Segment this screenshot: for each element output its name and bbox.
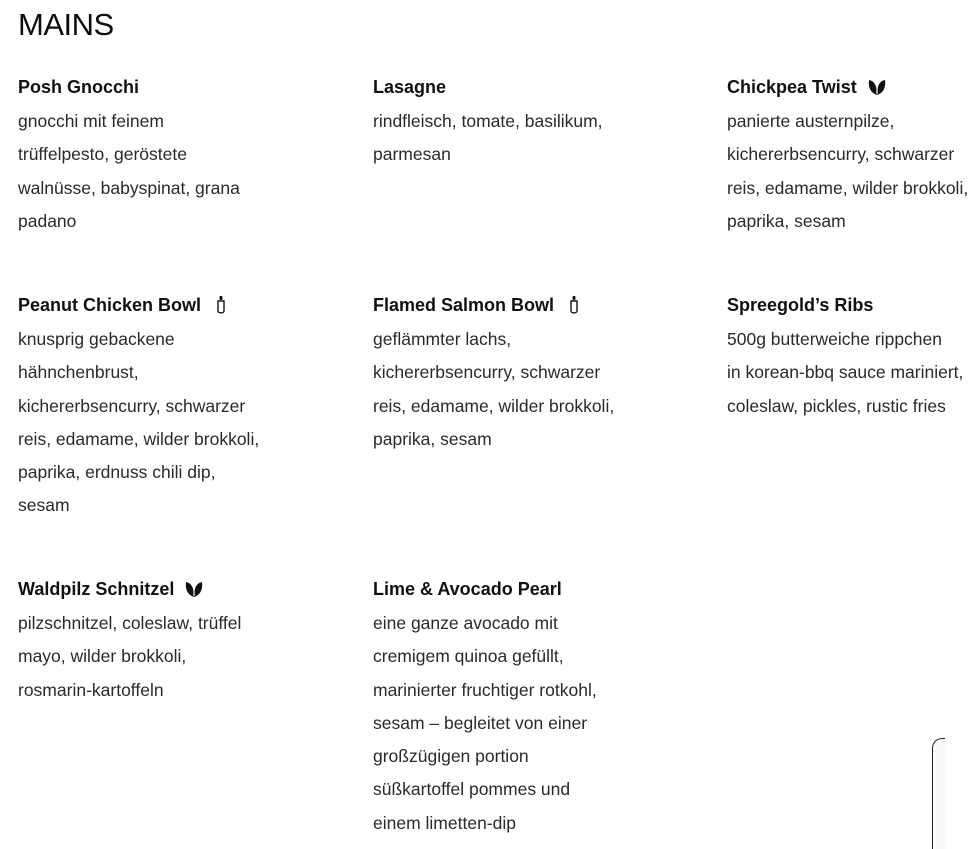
item-description (373, 105, 643, 172)
item-title: Flamed Salmon Bowl (373, 295, 555, 315)
description-line: pilzschnitzel, coleslaw, trüffel (18, 613, 242, 633)
description-line: trüffelpesto, geröstete (18, 144, 187, 165)
item-title: Lasagne (373, 77, 447, 97)
description-line: eine ganze avocado mit (373, 613, 558, 633)
menu-item-lasagne (373, 75, 643, 172)
item-description (373, 607, 643, 840)
description-line: gnocchi mit feinem (18, 111, 164, 131)
description-line: sesam – begleitet von einer (373, 712, 588, 733)
menu-item-chickpea-twist (727, 75, 968, 238)
item-title: Chickpea Twist (727, 77, 857, 97)
description-line: panierte austernpilze, (727, 111, 895, 131)
description-line: reis, edamame, wilder brokkoli, (18, 428, 260, 449)
item-description (18, 323, 288, 523)
item-title: Spreegold’s Ribs (727, 295, 874, 315)
item-title: Lime & Avocado Pearl (373, 579, 562, 599)
description-line: in korean-bbq sauce mariniert, (727, 362, 964, 383)
description-line: padano (18, 210, 77, 231)
description-line: paprika, sesam (373, 428, 492, 449)
item-description (373, 323, 643, 456)
item-description (18, 607, 288, 707)
chili-icon (564, 295, 584, 315)
chat-widget-edge[interactable] (932, 738, 945, 849)
description-line: reis, edamame, wilder brokkoli, (373, 395, 615, 416)
description-line: kichererbsencurry, schwarzer (727, 144, 955, 165)
description-line: reis, edamame, wilder brokkoli, (727, 177, 968, 198)
description-line: kichererbsencurry, schwarzer (18, 395, 246, 416)
item-title: Waldpilz Schnitzel (18, 579, 175, 599)
description-line: großzügigen portion (373, 746, 529, 767)
item-title: Peanut Chicken Bowl (18, 295, 202, 315)
menu-item-lime-avocado-pearl (373, 577, 643, 840)
description-line: süßkartoffel pommes und (373, 779, 571, 800)
description-line: knusprig gebackene (18, 329, 175, 349)
description-line: rosmarin-kartoffeln (18, 679, 164, 700)
menu-item-peanut-chicken-bowl (18, 293, 288, 523)
menu-item-waldpilz-schnitzel (18, 577, 288, 707)
description-line: geflämmter lachs, (373, 329, 512, 349)
description-line: rindfleisch, tomate, basilikum, (373, 111, 603, 131)
section-title: MAINS (18, 7, 114, 42)
item-description (727, 105, 968, 238)
item-title: Posh Gnocchi (18, 77, 140, 97)
description-line: coleslaw, pickles, rustic fries (727, 395, 946, 416)
description-line: mayo, wilder brokkoli, (18, 646, 187, 667)
description-line: walnüsse, babyspinat, grana (18, 177, 240, 198)
description-line: sesam (18, 495, 70, 516)
description-line: paprika, sesam (727, 210, 846, 231)
description-line: parmesan (373, 144, 451, 165)
description-line: cremigem quinoa gefüllt, (373, 646, 564, 667)
menu-item-flamed-salmon-bowl (373, 293, 643, 456)
leaf-icon (867, 77, 887, 97)
description-line: marinierter fruchtiger rotkohl, (373, 679, 597, 700)
chili-icon (211, 295, 231, 315)
description-line: kichererbsencurry, schwarzer (373, 362, 601, 383)
item-description (18, 105, 288, 238)
description-line: paprika, erdnuss chili dip, (18, 462, 216, 483)
description-line: 500g butterweiche rippchen (727, 329, 943, 349)
leaf-icon (184, 579, 204, 599)
menu-item-posh-gnocchi (18, 75, 288, 238)
item-description (727, 323, 964, 423)
description-line: einem limetten-dip (373, 812, 516, 833)
menu-item-spreegolds-ribs (727, 293, 964, 423)
description-line: hähnchenbrust, (18, 362, 139, 383)
